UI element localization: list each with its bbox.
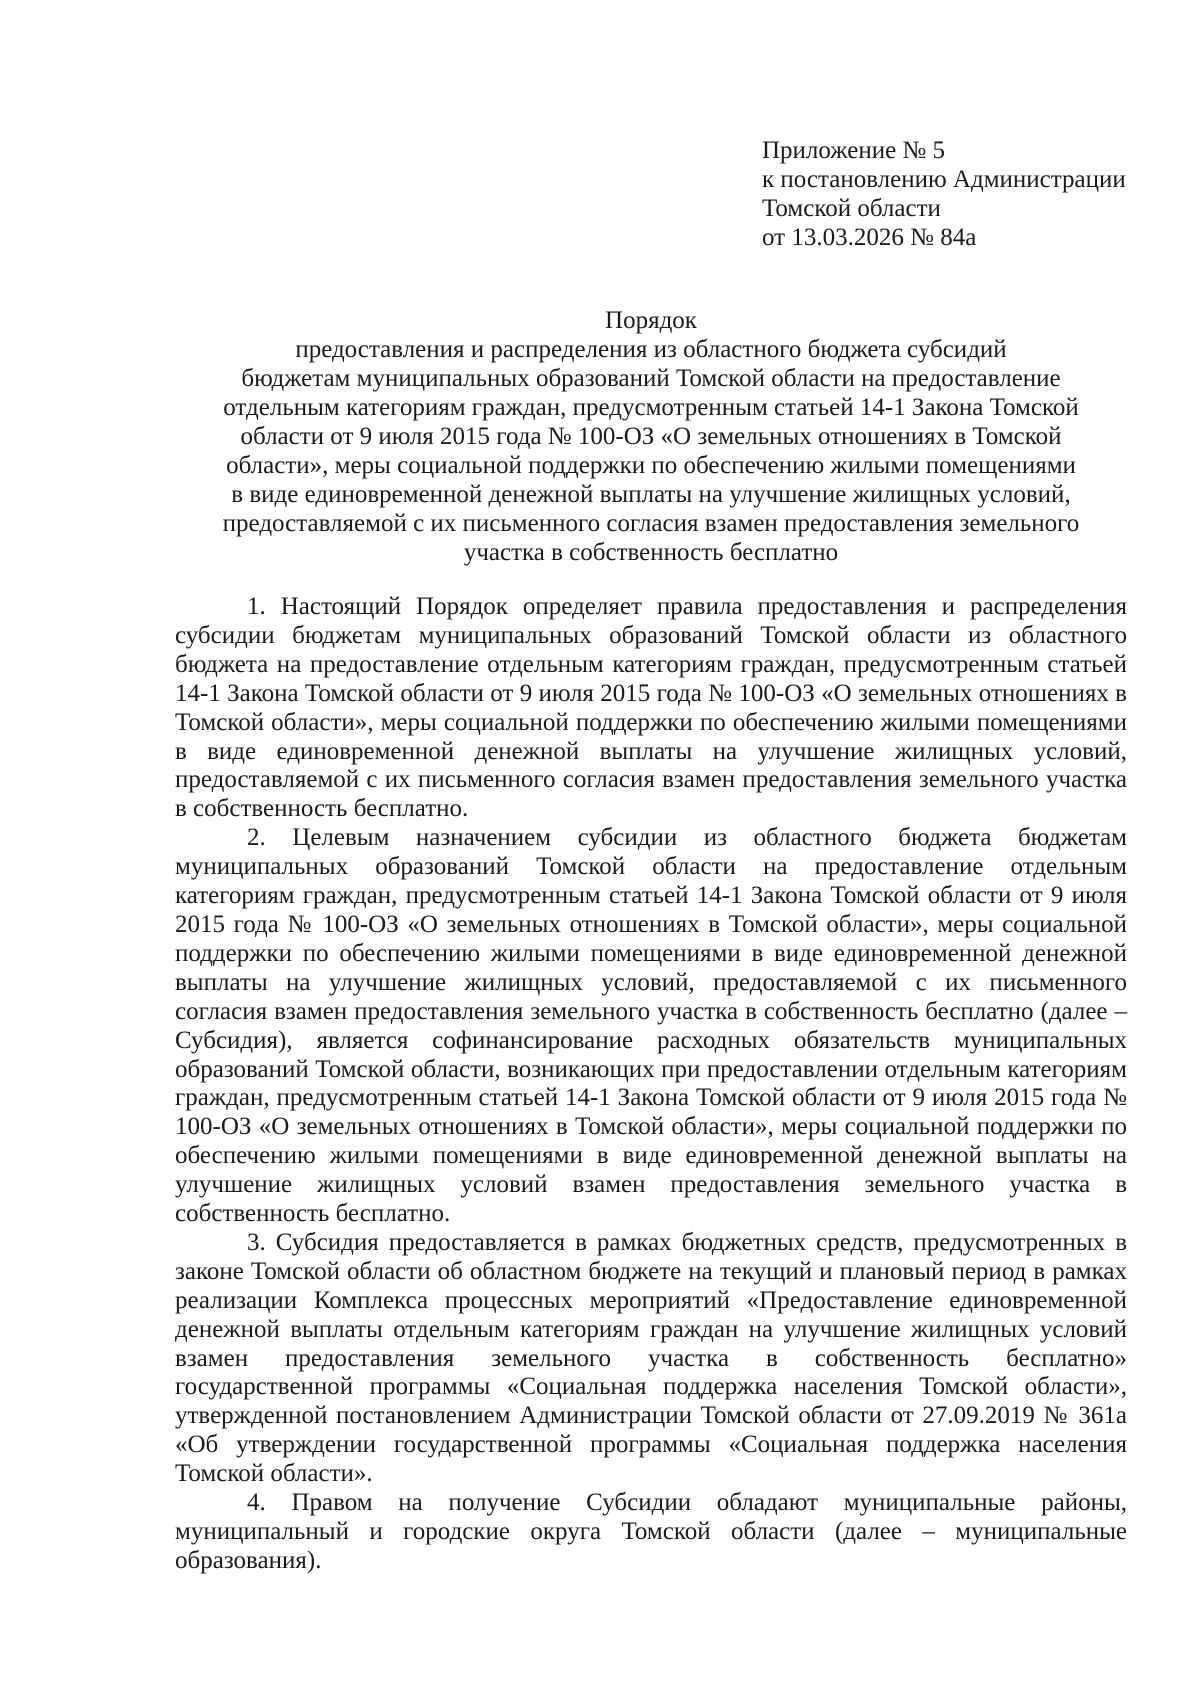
paragraph-4: 4. Правом на получение Субсидии обладают муниципальные районы, муниципальный и городские округа Томской области (далее – муниципальные образования). — [175, 1489, 1127, 1574]
title-heading: Порядок — [605, 307, 697, 334]
title-subtitle-line: предоставления и распределения из областного бюджета субсидий — [295, 336, 1007, 363]
appendix-line-region: Томской области — [762, 195, 941, 222]
title-subtitle-line: предоставляемой с их письменного согласия взамен предоставления земельного — [222, 510, 1080, 537]
paragraph-1: 1. Настоящий Порядок определяет правила предоставления и распределения субсидии бюджетам муниципальных образований Томской области из областного бюджета на предоставление отдельным категориям граждан, предусмотренным статьей 14-1 Закона Томской области от 9 июля 2015 года № 100-ОЗ «О земельных отношениях в Томской области», меры социальной поддержки по обеспечению жилыми помещениями в виде единовременной денежной выплаты на улучшение жилищных условий, предоставляемой с их письменного согласия взамен предоставления земельного участка в собственность бесплатно. — [175, 593, 1127, 823]
title-subtitle-line: в виде единовременной денежной выплаты на улучшение жилищных условий, — [231, 481, 1071, 508]
appendix-line-date: от 13.03.2026 № 84а — [762, 224, 977, 251]
title-subtitle-line: участка в собственность бесплатно — [463, 539, 839, 566]
title-subtitle-line: области», меры социальной поддержки по обеспечению жилыми помещениями — [226, 452, 1076, 479]
title-subtitle-line: области от 9 июля 2015 года № 100-ОЗ «О земельных отношениях в Томской — [240, 423, 1062, 450]
document-body — [175, 593, 1127, 1576]
appendix-line-resolution: к постановлению Администрации — [762, 166, 1126, 193]
title-subtitle-line: бюджетам муниципальных образований Томской области на предоставление — [241, 365, 1061, 392]
appendix-header — [762, 136, 1126, 252]
paragraph-3: 3. Субсидия предоставляется в рамках бюджетных средств, предусмотренных в законе Томской области об областном бюджете на текущий и плановый период в рамках реализации Комплекса процессных мероприятий «Предоставление единовременной денежной выплаты отдельным категориям граждан на улучшение жилищных условий взамен предоставления земельного участка в собственность бесплатно» государственной программы «Социальная поддержка населения Томской области», утвержденной постановлением Администрации Томской области от 27.09.2019 № 361а «Об утверждении государственной программы «Социальная поддержка населения Томской области». — [175, 1228, 1127, 1488]
document-title — [175, 306, 1127, 567]
title-subtitle-line: отдельным категориям граждан, предусмотренным статьей 14-1 Закона Томской — [223, 394, 1079, 421]
appendix-line-number: Приложение № 5 — [762, 137, 946, 164]
paragraph-2: 2. Целевым назначением субсидии из областного бюджета бюджетам муниципальных образований Томской области на предоставление отдельным категориям граждан, предусмотренным статьей 14-1 Закона Томской области от 9 июля 2015 года № 100-ОЗ «О земельных отношениях в Томской области», меры социальной поддержки по обеспечению жилыми помещениями в виде единовременной денежной выплаты на улучшение жилищных условий, предоставляемой с их письменного согласия взамен предоставления земельного участка в собственность бесплатно (далее – Субсидия), является софинансирование расходных обязательств муниципальных образований Томской области, возникающих при предоставлении отдельным категориям граждан, предусмотренным статьей 14-1 Закона Томской области от 9 июля 2015 года № 100-ОЗ «О земельных отношениях в Томской области», меры социальной поддержки по обеспечению жилыми помещениями в виде единовременной денежной выплаты на улучшение жилищных условий взамен предоставления земельного участка в собственность бесплатно. — [175, 824, 1127, 1228]
